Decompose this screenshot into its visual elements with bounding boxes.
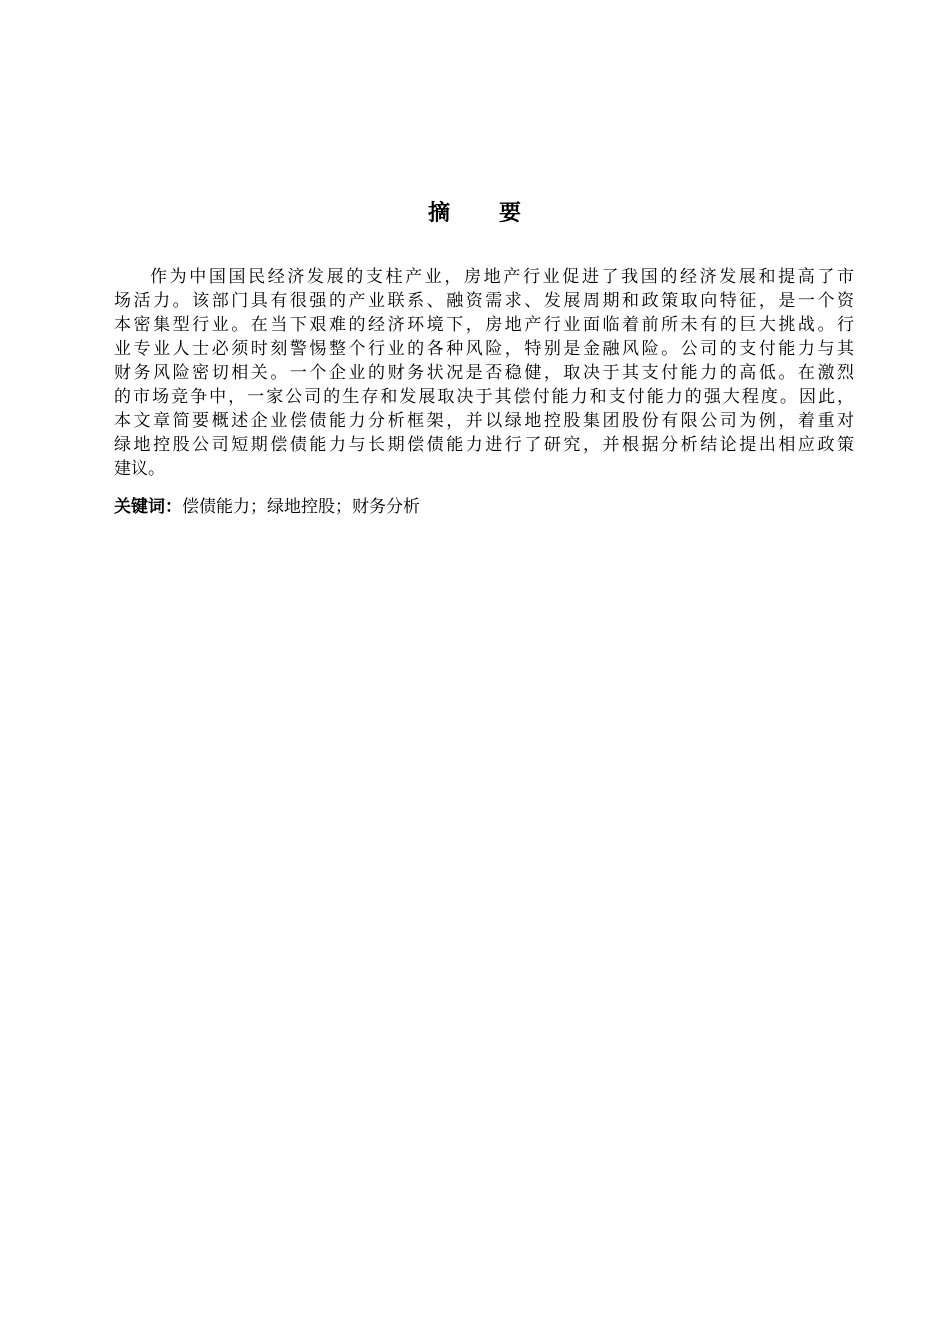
- abstract-line: 绿地控股公司短期偿债能力与长期偿债能力进行了研究，并根据分析结论提出相应政策: [114, 435, 854, 455]
- page-title: [0, 196, 950, 232]
- abstract-line: 本密集型行业。在当下艰难的经济环境下，房地产行业面临着前所未有的巨大挑战。行: [114, 315, 854, 335]
- abstract-body: [114, 265, 854, 481]
- keywords-label: 关键词：: [114, 497, 182, 517]
- abstract-line: 场活力。该部门具有很强的产业联系、融资需求、发展周期和政策取向特征，是一个资: [114, 291, 854, 311]
- keywords-line: [114, 495, 420, 519]
- abstract-line: 作为中国国民经济发展的支柱产业，房地产行业促进了我国的经济发展和提高了市: [150, 267, 854, 287]
- title-char-2: 要: [499, 201, 523, 226]
- title-char-1: 摘: [427, 201, 451, 226]
- abstract-line: 的市场竞争中，一家公司的生存和发展取决于其偿付能力和支付能力的强大程度。因此，: [114, 387, 854, 407]
- abstract-line: 财务风险密切相关。一个企业的财务状况是否稳健，取决于其支付能力的高低。在激烈: [114, 363, 854, 383]
- abstract-line: 建议。: [114, 459, 165, 479]
- abstract-line: 业专业人士必须时刻警惕整个行业的各种风险，特别是金融风险。公司的支付能力与其: [114, 339, 854, 359]
- keywords-text: 偿债能力；绿地控股；财务分析: [182, 497, 420, 517]
- abstract-line: 本文章简要概述企业偿债能力分析框架，并以绿地控股集团股份有限公司为例，着重对: [114, 411, 854, 431]
